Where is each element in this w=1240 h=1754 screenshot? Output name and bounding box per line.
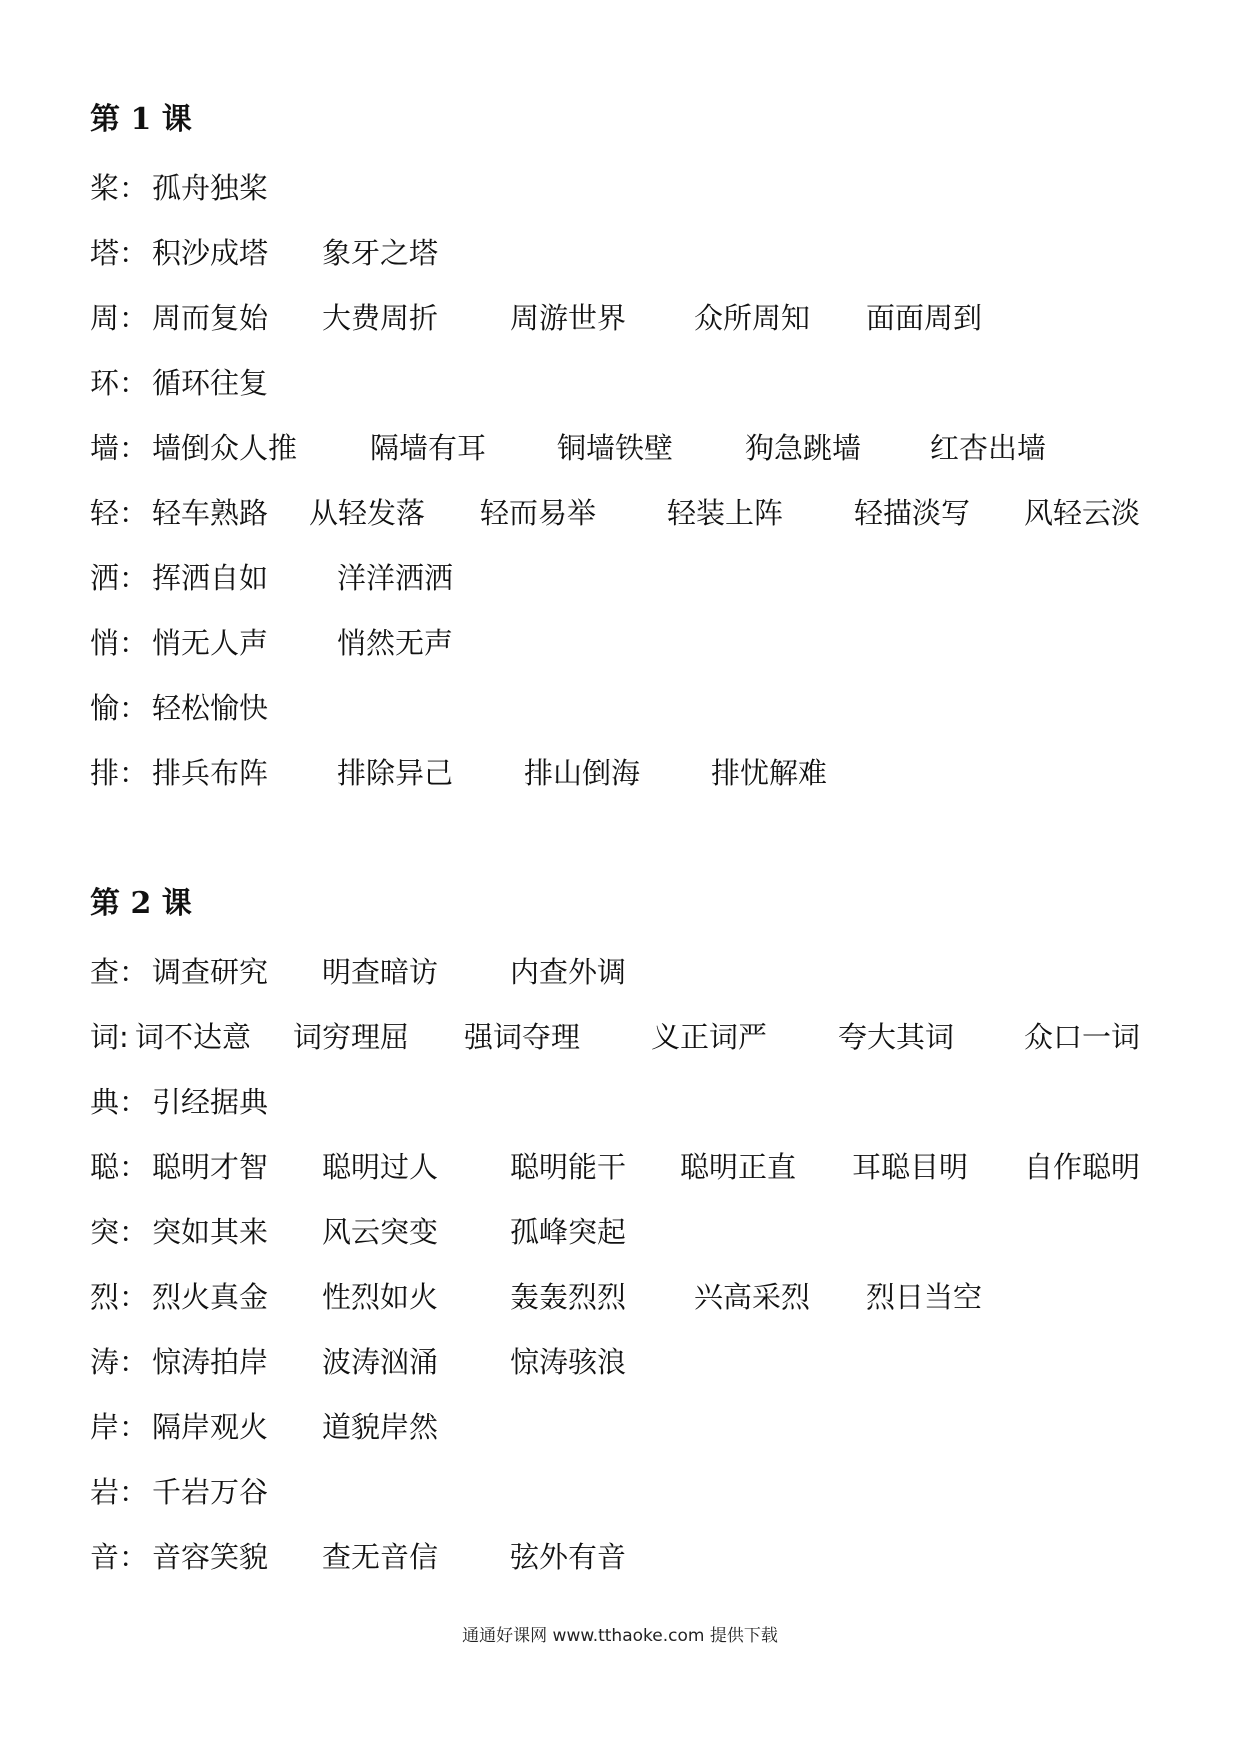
vocab-character: 岩： xyxy=(90,1475,149,1509)
vocab-character: 排： xyxy=(90,756,149,790)
vocab-character: 聪： xyxy=(90,1150,149,1184)
vocab-phrase: 排山倒海 xyxy=(524,756,641,790)
vocab-row xyxy=(90,163,1190,213)
vocab-phrase: 积沙成塔 xyxy=(152,236,269,270)
vocab-phrase: 耳聪目明 xyxy=(852,1150,969,1184)
vocab-phrase: 象牙之塔 xyxy=(322,236,439,270)
vocab-phrase: 墙倒众人推 xyxy=(152,431,298,465)
vocab-phrase: 风云突变 xyxy=(322,1215,439,1249)
vocab-phrase: 孤峰突起 xyxy=(510,1215,627,1249)
vocab-phrase: 性烈如火 xyxy=(322,1280,439,1314)
vocab-phrase: 查无音信 xyxy=(322,1540,439,1574)
vocab-row xyxy=(90,947,1190,997)
vocab-phrase: 波涛汹涌 xyxy=(322,1345,439,1379)
vocab-character: 烈： xyxy=(90,1280,149,1314)
vocab-phrase: 轻松愉快 xyxy=(152,691,269,725)
vocab-row xyxy=(90,553,1190,603)
vocab-phrase: 众所周知 xyxy=(694,301,811,335)
vocab-row xyxy=(90,1142,1190,1192)
vocab-phrase: 轰轰烈烈 xyxy=(510,1280,627,1314)
vocab-character: 岸： xyxy=(90,1410,149,1444)
vocab-character: 轻： xyxy=(90,496,149,530)
vocab-phrase: 悄然无声 xyxy=(337,626,454,660)
vocab-phrase: 突如其来 xyxy=(152,1215,269,1249)
vocab-phrase: 周而复始 xyxy=(152,301,269,335)
vocab-phrase: 风轻云淡 xyxy=(1024,496,1141,530)
vocab-row xyxy=(90,423,1190,473)
vocab-character: 墙： xyxy=(90,431,149,465)
vocab-character: 查： xyxy=(90,955,149,989)
vocab-phrase: 兴高采烈 xyxy=(694,1280,811,1314)
vocab-phrase: 明查暗访 xyxy=(322,955,439,989)
vocab-phrase: 铜墙铁壁 xyxy=(557,431,674,465)
vocab-row xyxy=(90,1077,1190,1127)
vocab-phrase: 轻而易举 xyxy=(480,496,597,530)
vocab-phrase: 聪明才智 xyxy=(152,1150,269,1184)
vocab-phrase: 词穷理屈 xyxy=(293,1020,410,1054)
vocab-character: 典： xyxy=(90,1085,149,1119)
vocab-phrase: 千岩万谷 xyxy=(152,1475,269,1509)
vocab-phrase: 义正词严 xyxy=(651,1020,768,1054)
lesson-title: 第 2 课 xyxy=(90,886,192,921)
vocab-row xyxy=(90,358,1190,408)
vocab-phrase: 烈火真金 xyxy=(152,1280,269,1314)
vocab-phrase: 烈日当空 xyxy=(866,1280,983,1314)
vocab-phrase: 强词夺理 xyxy=(464,1020,581,1054)
vocab-phrase: 周游世界 xyxy=(510,301,627,335)
vocab-row xyxy=(90,1337,1190,1387)
vocab-row xyxy=(90,1272,1190,1322)
vocab-phrase: 隔墙有耳 xyxy=(370,431,487,465)
vocab-phrase: 红杏出墙 xyxy=(930,431,1047,465)
vocab-phrase: 聪明能干 xyxy=(510,1150,627,1184)
lesson-title: 第 1 课 xyxy=(90,102,192,137)
vocab-character: 环： xyxy=(90,366,149,400)
vocab-phrase: 众口一词 xyxy=(1024,1020,1141,1054)
vocab-phrase: 内查外调 xyxy=(510,955,627,989)
vocab-phrase: 排忧解难 xyxy=(711,756,828,790)
vocab-phrase: 隔岸观火 xyxy=(152,1410,269,1444)
vocab-phrase: 音容笑貌 xyxy=(152,1540,269,1574)
vocab-row xyxy=(90,748,1190,798)
vocab-row xyxy=(90,618,1190,668)
vocab-phrase: 调查研究 xyxy=(152,955,269,989)
vocab-row xyxy=(90,683,1190,733)
vocab-phrase: 排除异己 xyxy=(337,756,454,790)
vocab-phrase: 孤舟独桨 xyxy=(152,171,269,205)
vocab-character: 突： xyxy=(90,1215,149,1249)
vocab-character: 桨： xyxy=(90,171,149,205)
vocab-row xyxy=(90,1402,1190,1452)
vocab-phrase: 弦外有音 xyxy=(510,1540,627,1574)
vocab-row xyxy=(90,293,1190,343)
vocab-phrase: 惊涛骇浪 xyxy=(510,1345,627,1379)
vocab-phrase: 洋洋洒洒 xyxy=(337,561,454,595)
vocab-character: 音： xyxy=(90,1540,149,1574)
vocab-phrase: 聪明过人 xyxy=(322,1150,439,1184)
vocab-phrase: 悄无人声 xyxy=(152,626,269,660)
vocab-phrase: 词不达意 xyxy=(135,1020,252,1054)
vocab-character: 涛： xyxy=(90,1345,149,1379)
vocab-phrase: 轻车熟路 xyxy=(152,496,269,530)
vocab-character: 词: xyxy=(90,1020,129,1054)
vocab-phrase: 轻描淡写 xyxy=(854,496,971,530)
vocab-phrase: 聪明正直 xyxy=(680,1150,797,1184)
vocab-row xyxy=(90,1012,1190,1062)
vocab-character: 塔： xyxy=(90,236,149,270)
vocab-row xyxy=(90,228,1190,278)
vocab-character: 洒： xyxy=(90,561,149,595)
vocab-phrase: 狗急跳墙 xyxy=(745,431,862,465)
vocab-row xyxy=(90,488,1190,538)
vocab-character: 周： xyxy=(90,301,149,335)
vocab-phrase: 面面周到 xyxy=(866,301,983,335)
vocab-phrase: 道貌岸然 xyxy=(322,1410,439,1444)
vocab-phrase: 挥洒自如 xyxy=(152,561,269,595)
vocab-phrase: 轻装上阵 xyxy=(667,496,784,530)
vocab-phrase: 大费周折 xyxy=(322,301,439,335)
vocab-phrase: 引经据典 xyxy=(152,1085,269,1119)
vocab-phrase: 循环往复 xyxy=(152,366,269,400)
vocab-phrase: 排兵布阵 xyxy=(152,756,269,790)
vocab-character: 愉： xyxy=(90,691,149,725)
vocab-phrase: 夸大其词 xyxy=(838,1020,955,1054)
vocab-phrase: 自作聪明 xyxy=(1024,1150,1141,1184)
vocab-character: 悄： xyxy=(90,626,149,660)
vocab-phrase: 从轻发落 xyxy=(309,496,426,530)
vocab-row xyxy=(90,1467,1190,1517)
vocab-phrase: 惊涛拍岸 xyxy=(152,1345,269,1379)
page-footer: 通通好课网 www.tthaoke.com 提供下载 xyxy=(462,1626,778,1646)
vocab-row xyxy=(90,1532,1190,1582)
vocab-row xyxy=(90,1207,1190,1257)
